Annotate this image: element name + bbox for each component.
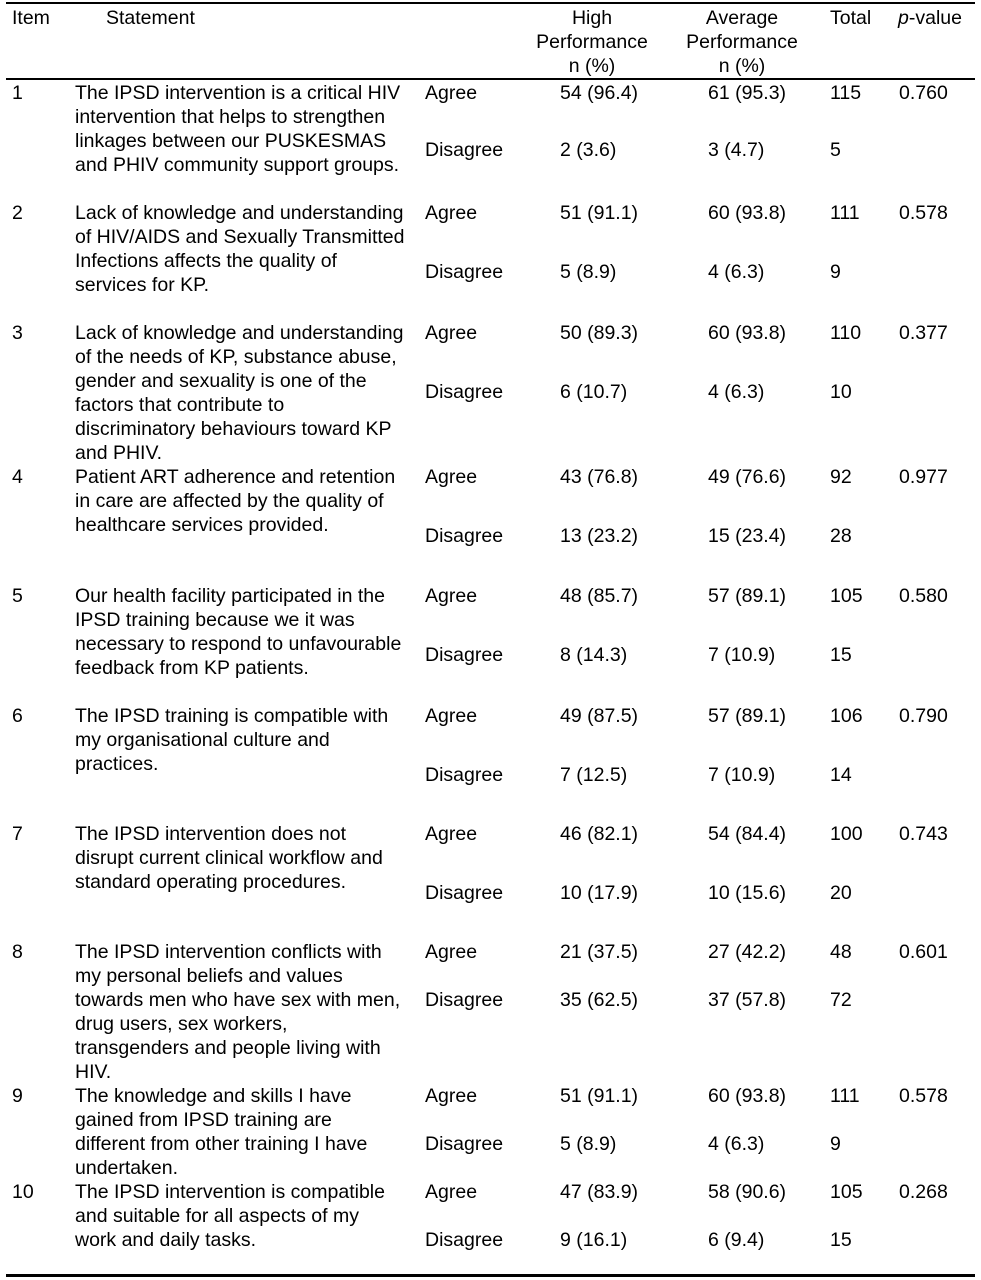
table-top-rule xyxy=(6,2,975,4)
p-value: 0.977 xyxy=(899,466,948,488)
disagree-average: 4 (6.3) xyxy=(708,381,765,403)
agree-total: 106 xyxy=(830,705,863,727)
agree-high: 46 (82.1) xyxy=(560,823,639,845)
disagree-total: 10 xyxy=(830,381,852,403)
header-high-line1: High xyxy=(571,7,613,29)
disagree-average: 37 (57.8) xyxy=(708,989,787,1011)
p-value: 0.268 xyxy=(899,1181,948,1203)
agree-high: 48 (85.7) xyxy=(560,585,639,607)
table-header-rule xyxy=(6,78,975,80)
header-high-line2: Performance xyxy=(536,31,648,53)
disagree-high: 8 (14.3) xyxy=(560,644,628,666)
agree-total: 110 xyxy=(830,322,862,344)
table-bottom-rule xyxy=(6,1274,975,1277)
disagree-label: Disagree xyxy=(425,139,504,161)
agree-average: 58 (90.6) xyxy=(708,1181,787,1203)
disagree-average: 3 (4.7) xyxy=(708,139,765,161)
header-average-line2: Performance xyxy=(686,31,798,53)
header-item: Item xyxy=(12,7,50,29)
disagree-label: Disagree xyxy=(425,644,504,666)
header-total: Total xyxy=(830,7,872,29)
header-high-line3: n (%) xyxy=(568,55,616,77)
header-average-line3: n (%) xyxy=(718,55,766,77)
statement-text: Patient ART adherence and retention in care are affected by the quality of healthcare services provided. xyxy=(75,466,396,536)
agree-label: Agree xyxy=(425,585,478,607)
agree-high: 54 (96.4) xyxy=(560,82,639,104)
disagree-total: 5 xyxy=(830,139,841,161)
agree-total: 115 xyxy=(830,82,862,104)
agree-label: Agree xyxy=(425,202,478,224)
statement-text: The IPSD intervention is a critical HIV intervention that helps to strengthen linkages between our PUSKESMAS and PHIV community support groups. xyxy=(75,82,401,176)
disagree-total: 72 xyxy=(830,989,852,1011)
agree-average: 60 (93.8) xyxy=(708,1085,787,1107)
agree-total: 105 xyxy=(830,1181,863,1203)
p-value: 0.790 xyxy=(899,705,948,727)
disagree-average: 4 (6.3) xyxy=(708,261,765,283)
agree-total: 105 xyxy=(830,585,863,607)
statement-text: The IPSD intervention conflicts with my personal beliefs and values towards men who have sex with men, drug users, sex workers, transgenders and people living with HIV. xyxy=(75,941,401,1083)
statement-text: The IPSD intervention is compatible and suitable for all aspects of my work and daily tasks. xyxy=(75,1181,385,1251)
disagree-label: Disagree xyxy=(425,764,504,786)
agree-average: 27 (42.2) xyxy=(708,941,787,963)
disagree-total: 14 xyxy=(830,764,852,786)
disagree-label: Disagree xyxy=(425,1229,504,1251)
header-statement: Statement xyxy=(106,7,195,29)
disagree-label: Disagree xyxy=(425,381,504,403)
agree-average: 57 (89.1) xyxy=(708,585,787,607)
disagree-label: Disagree xyxy=(425,882,504,904)
agree-total: 111 xyxy=(830,202,860,224)
agree-total: 100 xyxy=(830,823,863,845)
agree-average: 57 (89.1) xyxy=(708,705,787,727)
disagree-high: 10 (17.9) xyxy=(560,882,639,904)
disagree-label: Disagree xyxy=(425,525,504,547)
item-number: 4 xyxy=(12,466,23,488)
agree-average: 60 (93.8) xyxy=(708,202,787,224)
agree-label: Agree xyxy=(425,1181,478,1203)
agree-total: 48 xyxy=(830,941,852,963)
agree-label: Agree xyxy=(425,322,478,344)
agree-total: 92 xyxy=(830,466,852,488)
disagree-total: 9 xyxy=(830,261,841,283)
disagree-high: 5 (8.9) xyxy=(560,261,617,283)
disagree-high: 35 (62.5) xyxy=(560,989,639,1011)
item-number: 8 xyxy=(12,941,23,963)
item-number: 9 xyxy=(12,1085,23,1107)
statement-text: Lack of knowledge and understanding of HIV/AIDS and Sexually Transmitted Infections affects the quality of services for KP. xyxy=(75,202,405,296)
p-value: 0.578 xyxy=(899,202,948,224)
p-value: 0.743 xyxy=(899,823,948,845)
disagree-total: 9 xyxy=(830,1133,841,1155)
disagree-total: 15 xyxy=(830,644,852,666)
disagree-label: Disagree xyxy=(425,1133,504,1155)
statement-text: The knowledge and skills I have gained from IPSD training are different from other training I have undertaken. xyxy=(75,1085,368,1179)
item-number: 6 xyxy=(12,705,23,727)
disagree-label: Disagree xyxy=(425,261,504,283)
disagree-high: 6 (10.7) xyxy=(560,381,628,403)
item-number: 3 xyxy=(12,322,23,344)
agree-high: 21 (37.5) xyxy=(560,941,639,963)
header-pvalue xyxy=(898,6,962,30)
agree-high: 49 (87.5) xyxy=(560,705,639,727)
agree-label: Agree xyxy=(425,705,478,727)
disagree-label: Disagree xyxy=(425,989,504,1011)
disagree-high: 5 (8.9) xyxy=(560,1133,617,1155)
agree-label: Agree xyxy=(425,823,478,845)
agree-high: 50 (89.3) xyxy=(560,322,639,344)
p-value: 0.760 xyxy=(899,82,948,104)
statement-text: Our health facility participated in the IPSD training because we it was necessary to respond to unfavourable feedback from KP patients. xyxy=(75,585,402,679)
disagree-high: 13 (23.2) xyxy=(560,525,639,547)
agree-total: 111 xyxy=(830,1085,860,1107)
disagree-average: 7 (10.9) xyxy=(708,644,776,666)
statement-text: The IPSD intervention does not disrupt current clinical workflow and standard operating procedures. xyxy=(75,823,383,893)
disagree-high: 7 (12.5) xyxy=(560,764,628,786)
disagree-average: 10 (15.6) xyxy=(708,882,787,904)
agree-average: 61 (95.3) xyxy=(708,82,787,104)
p-value: 0.601 xyxy=(899,941,948,963)
disagree-total: 20 xyxy=(830,882,852,904)
disagree-total: 28 xyxy=(830,525,852,547)
agree-label: Agree xyxy=(425,1085,478,1107)
statement-text: The IPSD training is compatible with my organisational culture and practices. xyxy=(75,705,389,775)
disagree-high: 9 (16.1) xyxy=(560,1229,628,1251)
header-pvalue-rest: -value xyxy=(908,7,962,29)
item-number: 5 xyxy=(12,585,23,607)
agree-average: 54 (84.4) xyxy=(708,823,787,845)
disagree-average: 4 (6.3) xyxy=(708,1133,765,1155)
agree-high: 51 (91.1) xyxy=(560,1085,639,1107)
agree-label: Agree xyxy=(425,466,478,488)
agree-average: 49 (76.6) xyxy=(708,466,787,488)
p-value: 0.377 xyxy=(899,322,948,344)
agree-label: Agree xyxy=(425,82,478,104)
disagree-average: 6 (9.4) xyxy=(708,1229,765,1251)
item-number: 7 xyxy=(12,823,23,845)
agree-label: Agree xyxy=(425,941,478,963)
disagree-high: 2 (3.6) xyxy=(560,139,617,161)
header-pvalue-italic: p xyxy=(898,7,909,29)
item-number: 1 xyxy=(12,82,23,104)
header-average-line1: Average xyxy=(705,7,779,29)
agree-high: 43 (76.8) xyxy=(560,466,639,488)
agree-high: 51 (91.1) xyxy=(560,202,639,224)
agree-high: 47 (83.9) xyxy=(560,1181,639,1203)
item-number: 2 xyxy=(12,202,23,224)
disagree-average: 15 (23.4) xyxy=(708,525,787,547)
disagree-total: 15 xyxy=(830,1229,852,1251)
statement-text: Lack of knowledge and understanding of the needs of KP, substance abuse, gender and sexuality is one of the factors that contribute to discriminatory behaviours toward KP and PHIV. xyxy=(75,322,404,464)
p-value: 0.578 xyxy=(899,1085,948,1107)
agree-average: 60 (93.8) xyxy=(708,322,787,344)
disagree-average: 7 (10.9) xyxy=(708,764,776,786)
p-value: 0.580 xyxy=(899,585,948,607)
item-number: 10 xyxy=(12,1181,34,1203)
